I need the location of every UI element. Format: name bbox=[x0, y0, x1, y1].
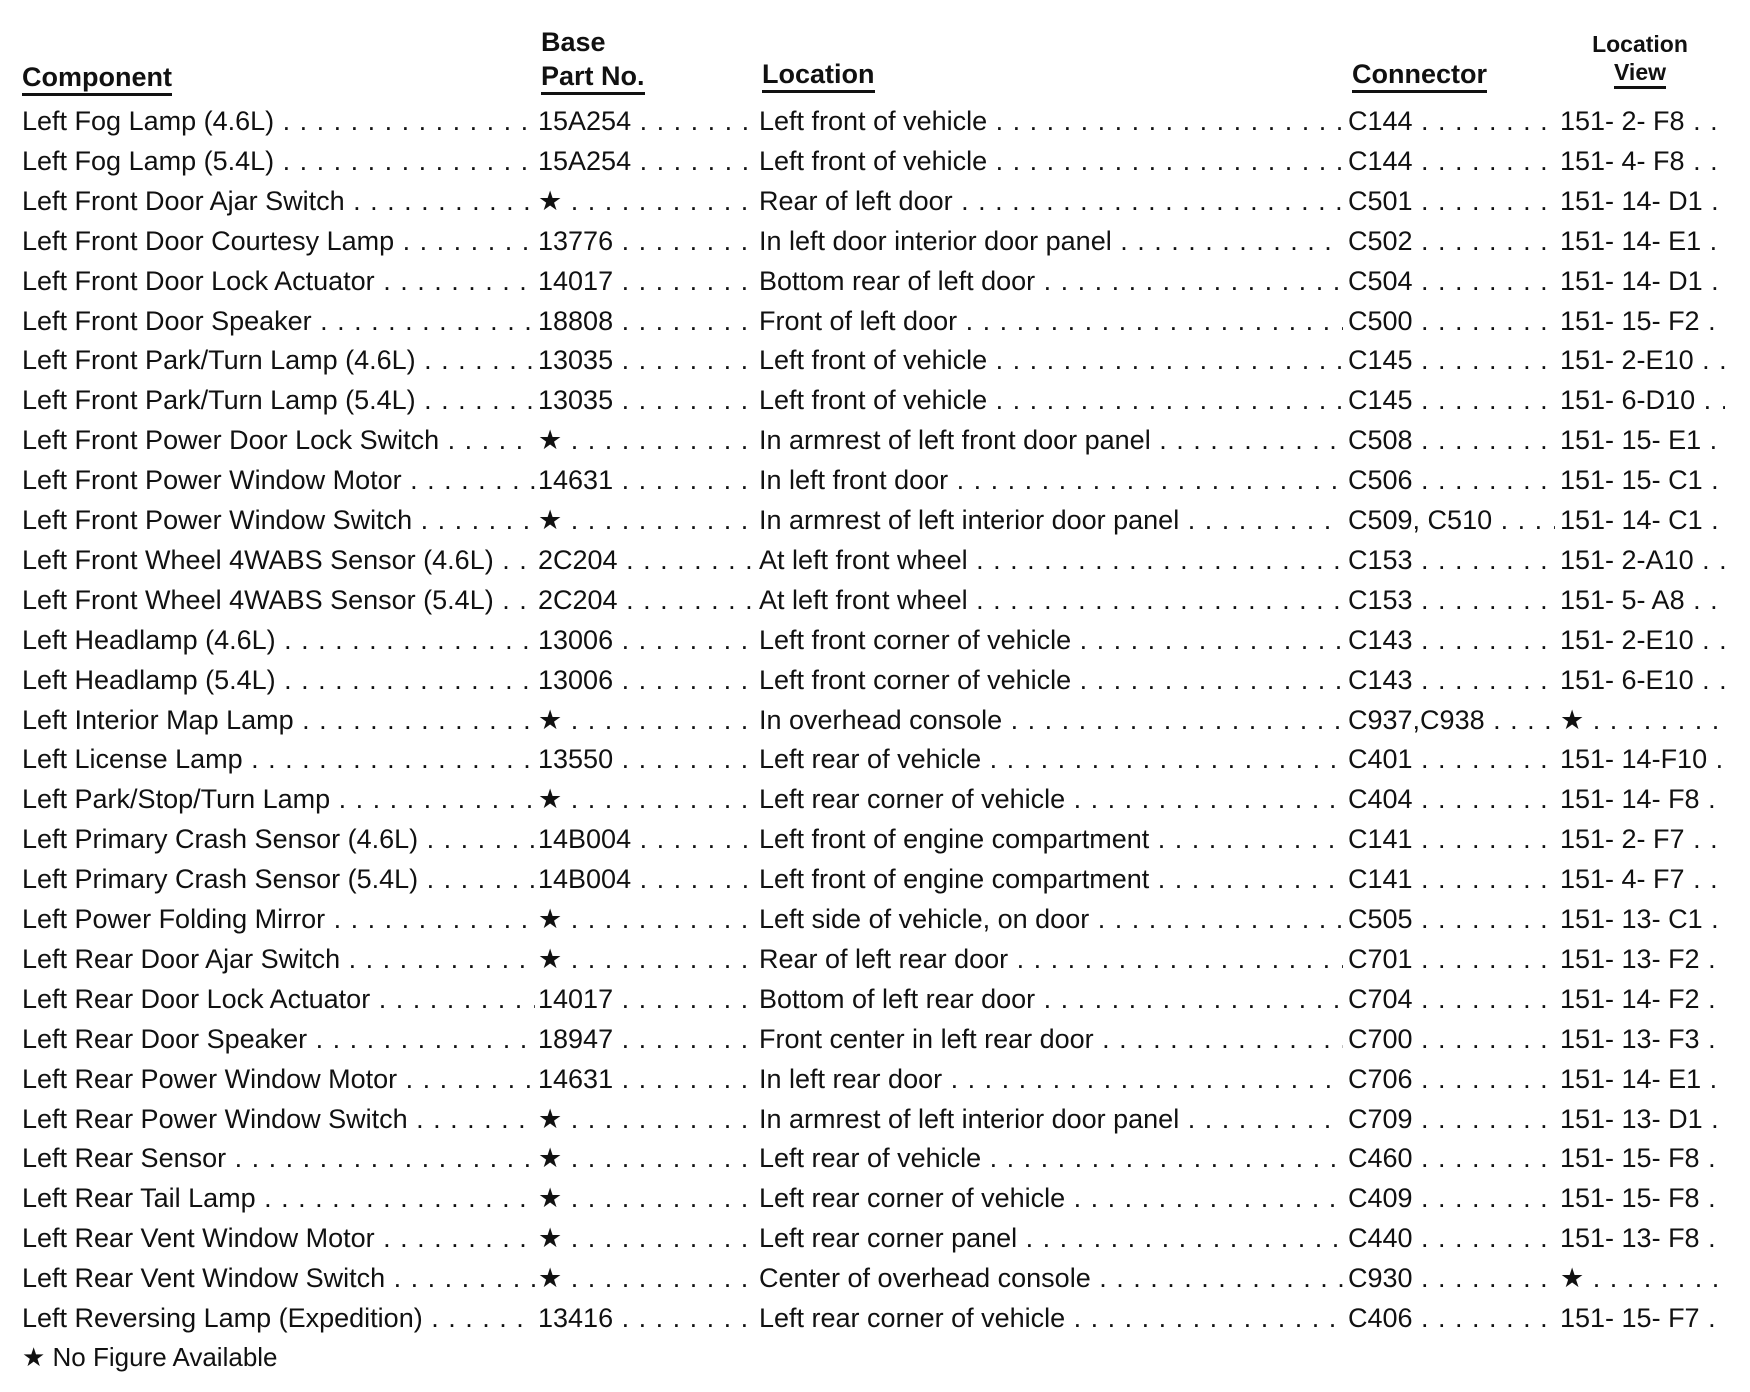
row-part-number: 13035 . . . bbox=[538, 380, 754, 420]
row-part-number: ★ . . . bbox=[538, 939, 754, 979]
row-component: Left Front Wheel 4WABS Sensor (5.4L) . . . bbox=[22, 580, 535, 620]
row-component: Left Front Park/Turn Lamp (5.4L) . . . bbox=[22, 380, 535, 420]
row-connector: C440 . . . bbox=[1348, 1218, 1555, 1258]
row-component: Left Rear Vent Window Motor . . . bbox=[22, 1218, 535, 1258]
row-part-number: 13035 . . . bbox=[538, 340, 754, 380]
row-location: Left front of vehicle . . . bbox=[759, 380, 1343, 420]
row-connector: C700 . . . bbox=[1348, 1019, 1555, 1059]
row-part-number: 18808 . . . bbox=[538, 301, 754, 341]
row-location: Center of overhead console . . . bbox=[759, 1258, 1343, 1298]
row-part-number: ★ . . . bbox=[538, 1218, 754, 1258]
row-component: Left Front Door Courtesy Lamp . . . bbox=[22, 221, 535, 261]
row-location: Left front of engine compartment . . . bbox=[759, 859, 1343, 899]
row-location-view: 151- 2-E10 . . . bbox=[1560, 340, 1725, 380]
header-location-label: Location bbox=[762, 59, 875, 93]
row-part-number: ★ . . . bbox=[538, 700, 754, 740]
table-row bbox=[0, 899, 1750, 939]
row-connector: C143 . . . bbox=[1348, 660, 1555, 700]
table-row bbox=[0, 580, 1750, 620]
table-row bbox=[0, 1059, 1750, 1099]
row-connector: C153 . . . bbox=[1348, 580, 1555, 620]
row-component: Left Fog Lamp (5.4L) . . . bbox=[22, 141, 535, 181]
table-row bbox=[0, 460, 1750, 500]
row-connector: C401 . . . bbox=[1348, 739, 1555, 779]
row-location-view: ★ . . . bbox=[1560, 700, 1725, 740]
row-connector: C460 . . . bbox=[1348, 1138, 1555, 1178]
row-location-view: 151- 13- D1 . . . bbox=[1560, 1099, 1725, 1139]
row-component: Left Primary Crash Sensor (5.4L) . . . bbox=[22, 859, 535, 899]
row-component: Left Rear Door Lock Actuator . . . bbox=[22, 979, 535, 1019]
row-location-view: 151- 4- F8 . . . bbox=[1560, 141, 1725, 181]
table-row bbox=[0, 500, 1750, 540]
row-part-number: ★ . . . bbox=[538, 1258, 754, 1298]
row-part-number: 18947 . . . bbox=[538, 1019, 754, 1059]
row-location-view: 151- 2-E10 . . . bbox=[1560, 620, 1725, 660]
row-part-number: 2C204 . . . bbox=[538, 540, 754, 580]
row-location-view: 151- 6-E10 . . . bbox=[1560, 660, 1725, 700]
row-connector: C706 . . . bbox=[1348, 1059, 1555, 1099]
table-row bbox=[0, 939, 1750, 979]
row-connector: C509, C510 . . . bbox=[1348, 500, 1555, 540]
row-connector: C704 . . . bbox=[1348, 979, 1555, 1019]
row-location-view: 151- 14- E1 . . . bbox=[1560, 221, 1725, 261]
row-location: Rear of left rear door . . . bbox=[759, 939, 1343, 979]
row-location: Bottom rear of left door . . . bbox=[759, 261, 1343, 301]
row-connector: C409 . . . bbox=[1348, 1178, 1555, 1218]
table-row bbox=[0, 380, 1750, 420]
footnote: ★ No Figure Available bbox=[22, 1342, 278, 1372]
table-row bbox=[0, 1258, 1750, 1298]
row-part-number: 13550 . . . bbox=[538, 739, 754, 779]
row-location: Left rear of vehicle . . . bbox=[759, 1138, 1343, 1178]
table-row bbox=[0, 779, 1750, 819]
row-part-number: 14B004 . . . bbox=[538, 819, 754, 859]
row-component: Left Rear Power Window Motor . . . bbox=[22, 1059, 535, 1099]
row-location-view: 151- 14- F8 . . . bbox=[1560, 779, 1725, 819]
row-connector: C145 . . . bbox=[1348, 380, 1555, 420]
row-component: Left Headlamp (4.6L) . . . bbox=[22, 620, 535, 660]
row-component: Left Front Power Window Switch . . . bbox=[22, 500, 535, 540]
row-location: In overhead console . . . bbox=[759, 700, 1343, 740]
row-location-view: 151- 2- F8 . . . bbox=[1560, 101, 1725, 141]
header-location bbox=[762, 57, 875, 91]
row-component: Left Rear Vent Window Switch . . . bbox=[22, 1258, 535, 1298]
row-location: At left front wheel . . . bbox=[759, 540, 1343, 580]
row-part-number: 14017 . . . bbox=[538, 261, 754, 301]
row-location: Left rear corner panel . . . bbox=[759, 1218, 1343, 1258]
row-part-number: 14631 . . . bbox=[538, 1059, 754, 1099]
header-connector bbox=[1352, 57, 1487, 91]
row-location: Front center in left rear door . . . bbox=[759, 1019, 1343, 1059]
table-row bbox=[0, 819, 1750, 859]
row-location-view: 151- 5- A8 . . . bbox=[1560, 580, 1725, 620]
row-location-view: 151- 4- F7 . . . bbox=[1560, 859, 1725, 899]
row-location: In left front door . . . bbox=[759, 460, 1343, 500]
table-row bbox=[0, 340, 1750, 380]
table-row bbox=[0, 261, 1750, 301]
row-part-number: 13006 . . . bbox=[538, 660, 754, 700]
row-connector: C404 . . . bbox=[1348, 779, 1555, 819]
row-location: Rear of left door . . . bbox=[759, 181, 1343, 221]
row-component: Left Fog Lamp (4.6L) . . . bbox=[22, 101, 535, 141]
table-row bbox=[0, 1099, 1750, 1139]
table-row bbox=[0, 540, 1750, 580]
header-location-view bbox=[1580, 30, 1700, 86]
row-component: Left Rear Tail Lamp . . . bbox=[22, 1178, 535, 1218]
table-row bbox=[0, 620, 1750, 660]
row-location-view: 151- 13- C1 . . . bbox=[1560, 899, 1725, 939]
row-component: Left Rear Sensor . . . bbox=[22, 1138, 535, 1178]
row-part-number: ★ . . . bbox=[538, 420, 754, 460]
table-row bbox=[0, 1218, 1750, 1258]
header-base-line1: Base bbox=[541, 27, 606, 57]
row-location: Left side of vehicle, on door . . . bbox=[759, 899, 1343, 939]
row-component: Left Primary Crash Sensor (4.6L) . . . bbox=[22, 819, 535, 859]
row-connector: C505 . . . bbox=[1348, 899, 1555, 939]
row-connector: C153 . . . bbox=[1348, 540, 1555, 580]
row-location-view: 151- 2- F7 . . . bbox=[1560, 819, 1725, 859]
header-base-line2: Part No. bbox=[541, 61, 645, 95]
row-connector: C504 . . . bbox=[1348, 261, 1555, 301]
row-location: Left rear corner of vehicle . . . bbox=[759, 1178, 1343, 1218]
table-row bbox=[0, 979, 1750, 1019]
table-row bbox=[0, 101, 1750, 141]
row-location-view: 151- 14- E1 . . . bbox=[1560, 1059, 1725, 1099]
row-location: At left front wheel . . . bbox=[759, 580, 1343, 620]
header-view-line1: Location bbox=[1592, 31, 1688, 57]
row-part-number: ★ . . . bbox=[538, 1138, 754, 1178]
row-location-view: 151- 14- C1 . . . bbox=[1560, 500, 1725, 540]
row-connector: C145 . . . bbox=[1348, 340, 1555, 380]
row-part-number: 13416 . . . bbox=[538, 1298, 754, 1338]
row-location-view: 151- 14-F10 . . . bbox=[1560, 739, 1725, 779]
table-row bbox=[0, 739, 1750, 779]
row-location-view: 151- 15- C1 . . . bbox=[1560, 460, 1725, 500]
table-row bbox=[0, 181, 1750, 221]
row-location-view: 151- 6-D10 . . . bbox=[1560, 380, 1725, 420]
row-component: Left Front Park/Turn Lamp (4.6L) . . . bbox=[22, 340, 535, 380]
row-location: Left front of vehicle . . . bbox=[759, 340, 1343, 380]
row-part-number: ★ . . . bbox=[538, 899, 754, 939]
row-component: Left Front Power Window Motor . . . bbox=[22, 460, 535, 500]
row-connector: C501 . . . bbox=[1348, 181, 1555, 221]
table-row bbox=[0, 1138, 1750, 1178]
row-part-number: ★ . . . bbox=[538, 500, 754, 540]
row-component: Left Rear Power Window Switch . . . bbox=[22, 1099, 535, 1139]
row-connector: C508 . . . bbox=[1348, 420, 1555, 460]
row-location: Left front of vehicle . . . bbox=[759, 141, 1343, 181]
row-connector: C937,C938 . . . bbox=[1348, 700, 1555, 740]
row-connector: C141 . . . bbox=[1348, 859, 1555, 899]
row-part-number: ★ . . . bbox=[538, 779, 754, 819]
row-location-view: 151- 14- D1 . . . bbox=[1560, 261, 1725, 301]
table-row bbox=[0, 1019, 1750, 1059]
row-location: In left rear door . . . bbox=[759, 1059, 1343, 1099]
row-location: Bottom of left rear door . . . bbox=[759, 979, 1343, 1019]
row-component: Left Front Wheel 4WABS Sensor (4.6L) . . . bbox=[22, 540, 535, 580]
row-location-view: 151- 13- F8 . . . bbox=[1560, 1218, 1725, 1258]
row-part-number: ★ . . . bbox=[538, 1099, 754, 1139]
row-part-number: 15A254 . . . bbox=[538, 141, 754, 181]
row-connector: C506 . . . bbox=[1348, 460, 1555, 500]
row-component: Left Front Door Ajar Switch . . . bbox=[22, 181, 535, 221]
row-component: Left Front Door Speaker . . . bbox=[22, 301, 535, 341]
table-row bbox=[0, 301, 1750, 341]
row-component: Left Headlamp (5.4L) . . . bbox=[22, 660, 535, 700]
row-location: Front of left door . . . bbox=[759, 301, 1343, 341]
row-location-view: 151- 15- F7 . . . bbox=[1560, 1298, 1725, 1338]
row-part-number: 14B004 . . . bbox=[538, 859, 754, 899]
row-location: Left front of engine compartment . . . bbox=[759, 819, 1343, 859]
header-component bbox=[22, 60, 172, 94]
row-location-view: 151- 14- D1 . . . bbox=[1560, 181, 1725, 221]
row-connector: C144 . . . bbox=[1348, 101, 1555, 141]
row-location: In armrest of left interior door panel . . . bbox=[759, 500, 1343, 540]
row-location-view: 151- 15- F8 . . . bbox=[1560, 1138, 1725, 1178]
row-location-view: 151- 15- F8 . . . bbox=[1560, 1178, 1725, 1218]
row-part-number: 14017 . . . bbox=[538, 979, 754, 1019]
row-component: Left Interior Map Lamp . . . bbox=[22, 700, 535, 740]
row-connector: C143 . . . bbox=[1348, 620, 1555, 660]
row-connector: C144 . . . bbox=[1348, 141, 1555, 181]
row-component: Left Front Power Door Lock Switch . . . bbox=[22, 420, 535, 460]
table-row bbox=[0, 420, 1750, 460]
row-location: Left front corner of vehicle . . . bbox=[759, 660, 1343, 700]
row-component: Left Park/Stop/Turn Lamp . . . bbox=[22, 779, 535, 819]
row-part-number: 2C204 . . . bbox=[538, 580, 754, 620]
table-row bbox=[0, 700, 1750, 740]
row-part-number: 13776 . . . bbox=[538, 221, 754, 261]
row-connector: C701 . . . bbox=[1348, 939, 1555, 979]
table-row bbox=[0, 660, 1750, 700]
row-location-view: 151- 13- F2 . . . bbox=[1560, 939, 1725, 979]
row-location: Left rear corner of vehicle . . . bbox=[759, 779, 1343, 819]
row-location-view: 151- 2-A10 . . . bbox=[1560, 540, 1725, 580]
row-part-number: 13006 . . . bbox=[538, 620, 754, 660]
row-connector: C709 . . . bbox=[1348, 1099, 1555, 1139]
row-location-view: 151- 14- F2 . . . bbox=[1560, 979, 1725, 1019]
row-location: Left rear corner of vehicle . . . bbox=[759, 1298, 1343, 1338]
row-connector: C141 . . . bbox=[1348, 819, 1555, 859]
row-location: In armrest of left interior door panel . . . bbox=[759, 1099, 1343, 1139]
row-connector: C500 . . . bbox=[1348, 301, 1555, 341]
row-connector: C502 . . . bbox=[1348, 221, 1555, 261]
row-location: Left front corner of vehicle . . . bbox=[759, 620, 1343, 660]
row-location: In left door interior door panel . . . bbox=[759, 221, 1343, 261]
row-component: Left Power Folding Mirror . . . bbox=[22, 899, 535, 939]
table-row bbox=[0, 1298, 1750, 1338]
row-connector: C406 . . . bbox=[1348, 1298, 1555, 1338]
row-location: Left front of vehicle . . . bbox=[759, 101, 1343, 141]
row-part-number: 14631 . . . bbox=[538, 460, 754, 500]
row-location: In armrest of left front door panel . . . bbox=[759, 420, 1343, 460]
header-view-line2: View bbox=[1614, 59, 1666, 89]
row-part-number: ★ . . . bbox=[538, 181, 754, 221]
table-row bbox=[0, 141, 1750, 181]
row-component: Left Front Door Lock Actuator . . . bbox=[22, 261, 535, 301]
row-location-view: 151- 13- F3 . . . bbox=[1560, 1019, 1725, 1059]
row-location-view: ★ . . . bbox=[1560, 1258, 1725, 1298]
table-row bbox=[0, 1178, 1750, 1218]
row-component: Left License Lamp . . . bbox=[22, 739, 535, 779]
row-connector: C930 . . . bbox=[1348, 1258, 1555, 1298]
row-component: Left Reversing Lamp (Expedition) . . . bbox=[22, 1298, 535, 1338]
table-row bbox=[0, 859, 1750, 899]
header-base-part bbox=[541, 25, 645, 93]
table-row bbox=[0, 221, 1750, 261]
row-component: Left Rear Door Ajar Switch . . . bbox=[22, 939, 535, 979]
row-location-view: 151- 15- F2 . . . bbox=[1560, 301, 1725, 341]
header-component-label: Component bbox=[22, 62, 172, 96]
row-part-number: 15A254 . . . bbox=[538, 101, 754, 141]
row-part-number: ★ . . . bbox=[538, 1178, 754, 1218]
row-component: Left Rear Door Speaker . . . bbox=[22, 1019, 535, 1059]
row-location-view: 151- 15- E1 . . . bbox=[1560, 420, 1725, 460]
header-connector-label: Connector bbox=[1352, 59, 1487, 93]
row-location: Left rear of vehicle . . . bbox=[759, 739, 1343, 779]
